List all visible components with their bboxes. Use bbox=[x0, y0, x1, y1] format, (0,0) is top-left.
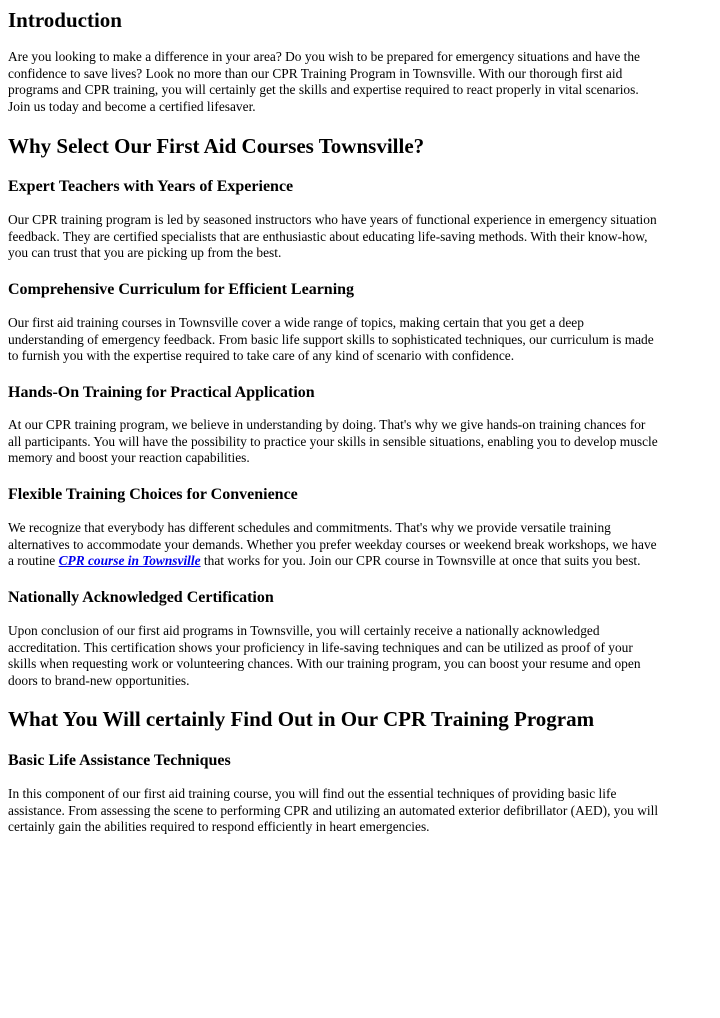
paragraph-line: alternatives to accommodate your demands. Whether you prefer weekday courses or weekend break workshops, we have bbox=[8, 536, 657, 552]
paragraph-line: Our CPR training program is led by seasoned instructors who have years of functional experience in emergency situation bbox=[8, 212, 657, 227]
paragraph-line: feedback. They are certified specialists that are enthusiastic about educating life-saving methods. With their know-how, bbox=[8, 228, 648, 244]
basic-life-heading: Basic Life Assistance Techniques bbox=[8, 752, 231, 769]
paragraph-line: memory and boost your reaction capabilities. bbox=[8, 450, 250, 465]
certification-paragraph bbox=[8, 623, 641, 689]
paragraph-line: all participants. You will have the possibility to practice your skills in sensible situations, enabling you to develop muscle bbox=[8, 433, 658, 449]
paragraph-line: Join us today and become a certified lifesaver. bbox=[8, 98, 256, 114]
what-you-learn-heading: What You Will certainly Find Out in Our CPR Training Program bbox=[8, 707, 595, 731]
paragraph-line: certainly gain the abilities required to respond efficiently in heart emergencies. bbox=[8, 819, 430, 834]
flexible-training-heading: Flexible Training Choices for Convenience bbox=[8, 486, 298, 503]
paragraph-line: accreditation. This certification shows your proficiency in life-saving techniques and can be utilized as proof of your bbox=[8, 639, 633, 655]
hands-on-heading: Hands-On Training for Practical Application bbox=[8, 384, 315, 401]
curriculum-paragraph bbox=[8, 315, 654, 365]
paragraph-text: that works for you. Join our CPR course in Townsville at once that suits you best. bbox=[200, 553, 641, 568]
paragraph-text: a routine bbox=[8, 553, 59, 568]
paragraph-line: Upon conclusion of our first aid programs in Townsville, you will certainly receive a nationally acknowledged bbox=[8, 623, 600, 638]
paragraph-line bbox=[8, 553, 657, 570]
why-select-heading: Why Select Our First Aid Courses Townsville? bbox=[8, 134, 425, 158]
paragraph-line: In this component of our first aid training course, you will find out the essential techniques of providing basic life bbox=[8, 786, 617, 801]
paragraph-line: Our first aid training courses in Townsville cover a wide range of topics, making certain that you get a deep bbox=[8, 315, 584, 330]
paragraph-line: At our CPR training program, we believe in understanding by doing. That's why we give hands-on training chances for bbox=[8, 417, 646, 432]
paragraph-line: understanding of emergency feedback. From basic life support skills to sophisticated techniques, our curriculum is made bbox=[8, 331, 654, 347]
paragraph-line: Are you looking to make a difference in your area? Do you wish to be prepared for emergency situations and have the bbox=[8, 49, 640, 64]
flexible-training-paragraph bbox=[8, 520, 657, 570]
paragraph-line: confidence to save lives? Look no more than our CPR Training Program in Townsville. With our thorough first aid bbox=[8, 65, 623, 81]
paragraph-line: to furnish you with the expertise required to take care of any kind of scenario with confidence. bbox=[8, 348, 515, 363]
introduction-heading: Introduction bbox=[8, 8, 122, 32]
paragraph-line: assistance. From assessing the scene to performing CPR and utilizing an automated exterior defibrillator (AED), you will bbox=[8, 802, 659, 818]
hands-on-paragraph bbox=[8, 417, 658, 467]
basic-life-paragraph bbox=[8, 786, 658, 836]
paragraph-line: We recognize that everybody has different schedules and commitments. That's why we provide versatile training bbox=[8, 520, 611, 535]
curriculum-heading: Comprehensive Curriculum for Efficient Learning bbox=[8, 281, 355, 298]
introduction-paragraph bbox=[8, 49, 640, 115]
paragraph-line: doors to brand-new opportunities. bbox=[8, 672, 190, 688]
paragraph-line: programs and CPR training, you will certainly get the skills and expertise required to react properly in vital scenarios. bbox=[8, 82, 639, 97]
expert-teachers-heading: Expert Teachers with Years of Experience bbox=[8, 178, 294, 195]
certification-heading: Nationally Acknowledged Certification bbox=[8, 589, 274, 606]
paragraph-line: you can trust that you are picking up from the best. bbox=[8, 245, 282, 260]
paragraph-line: skills when requesting work or volunteering chances. With our training program, you can boost your resume and open bbox=[8, 656, 641, 671]
cpr-course-link[interactable]: CPR course in Townsville bbox=[58, 553, 201, 568]
expert-teachers-paragraph bbox=[8, 212, 657, 262]
